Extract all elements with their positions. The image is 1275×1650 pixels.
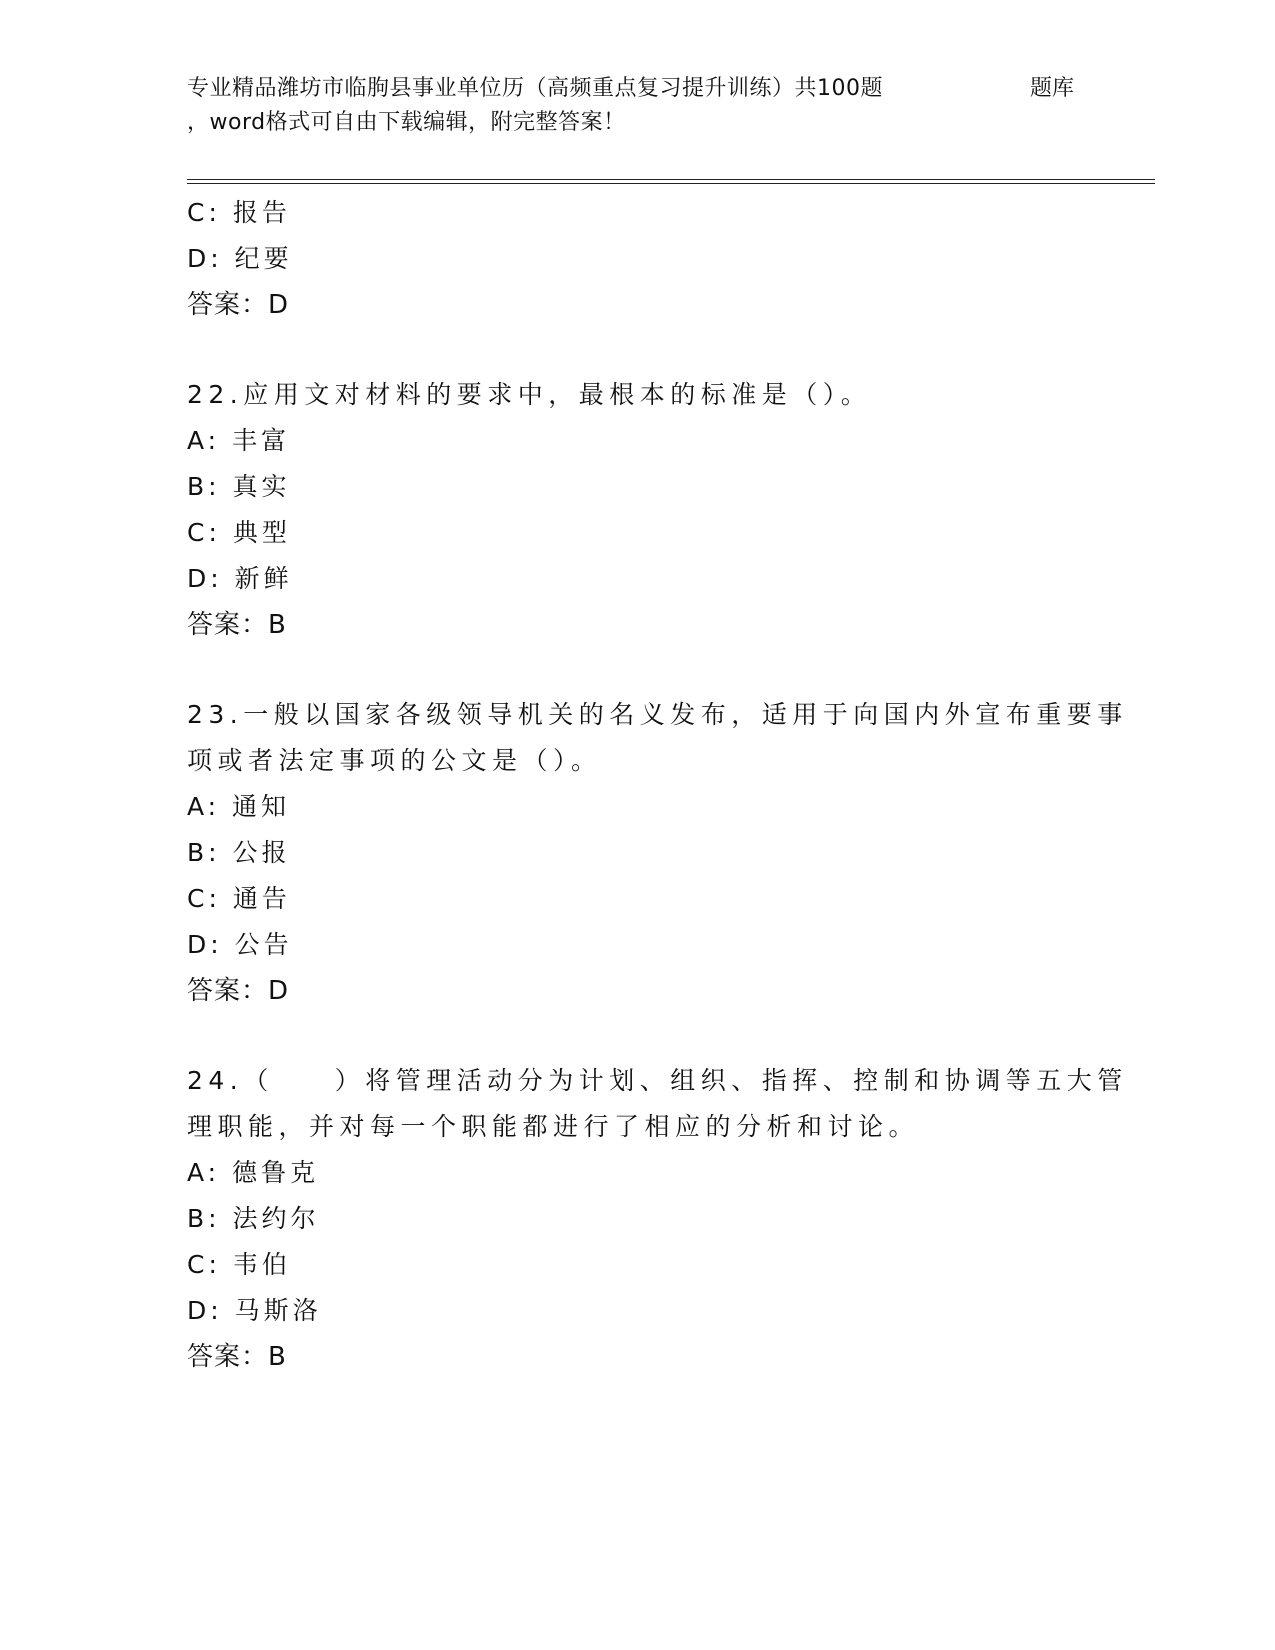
option-text: 德鲁克 (232, 1158, 320, 1187)
option-text: 丰富 (232, 426, 291, 455)
option-text: 公报 (232, 838, 291, 867)
question-text: 项或者法定事项的公文是（）。 (187, 746, 602, 775)
option-text: 韦伯 (232, 1250, 291, 1279)
option-text: 典型 (232, 518, 291, 547)
option-text: 报告 (232, 198, 291, 227)
question-block-23 (187, 692, 1128, 1014)
option-line (187, 922, 1087, 968)
answer-line: 答案：D (187, 290, 290, 320)
option-label: D: (187, 244, 223, 273)
answer-line: 答案：D (187, 976, 290, 1006)
document-header (187, 72, 1087, 140)
option-line (187, 464, 1087, 510)
option-label: D: (187, 564, 223, 593)
header-title-line: 专业精品潍坊市临朐县事业单位历（高频重点复习提升训练）共100题 (187, 76, 883, 101)
option-line (187, 784, 1087, 830)
option-text: 公告 (234, 930, 293, 959)
answer-line: 答案：B (187, 610, 287, 640)
option-label: C: (187, 518, 221, 547)
option-line (187, 1288, 1087, 1334)
option-line (187, 1150, 1087, 1196)
option-label: B: (187, 472, 221, 501)
option-text: 马斯洛 (234, 1296, 322, 1325)
option-text: 通告 (232, 884, 291, 913)
option-line (187, 236, 1087, 282)
option-line (187, 190, 1087, 236)
option-line (187, 1196, 1087, 1242)
header-title-suffix: 题库 (1030, 76, 1075, 101)
option-line (187, 418, 1087, 464)
option-label: A: (187, 1158, 221, 1187)
question-list (187, 190, 1128, 1380)
question-block-prev (187, 190, 1087, 328)
option-label: D: (187, 1296, 223, 1325)
answer-line: 答案：B (187, 1342, 287, 1372)
option-text: 真实 (232, 472, 291, 501)
option-label: B: (187, 1204, 221, 1233)
header-divider-top (187, 179, 1155, 180)
question-text: 理职能，并对每一个职能都进行了相应的分析和讨论。 (187, 1112, 920, 1141)
option-label: B: (187, 838, 221, 867)
header-divider-bottom (187, 183, 1155, 184)
option-text: 法约尔 (232, 1204, 320, 1233)
option-label: C: (187, 198, 221, 227)
option-line (187, 1242, 1087, 1288)
option-line (187, 830, 1087, 876)
option-text: 新鲜 (234, 564, 293, 593)
option-label: A: (187, 792, 221, 821)
header-subtitle-line: ，word格式可自由下载编辑，附完整答案！ (187, 110, 626, 135)
option-label: C: (187, 1250, 221, 1279)
option-text: 纪要 (234, 244, 293, 273)
question-text: 22.应用文对材料的要求中，最根本的标准是（）。 (187, 380, 872, 409)
option-label: A: (187, 426, 221, 455)
question-text: 23.一般以国家各级领导机关的名义发布，适用于向国内外宣布重要事 (187, 700, 1128, 729)
option-line (187, 556, 1087, 602)
question-block-24 (187, 1058, 1128, 1380)
option-label: D: (187, 930, 223, 959)
question-text: 24.（ ）将管理活动分为计划、组织、指挥、控制和协调等五大管 (187, 1066, 1128, 1095)
option-line (187, 876, 1087, 922)
option-label: C: (187, 884, 221, 913)
question-block-22 (187, 372, 1087, 648)
option-text: 通知 (232, 792, 291, 821)
option-line (187, 510, 1087, 556)
